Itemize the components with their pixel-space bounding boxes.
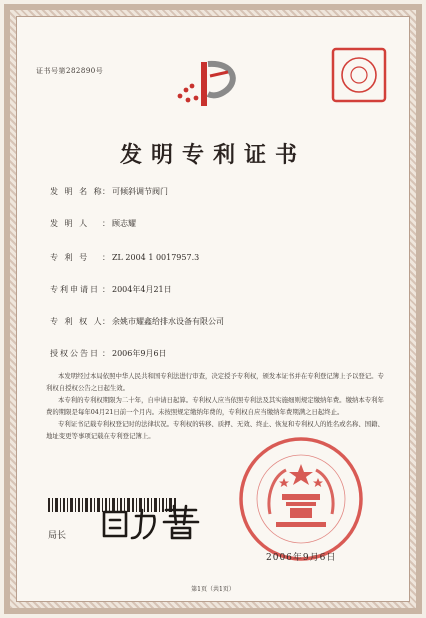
director-label: 局长	[48, 531, 67, 541]
field-label: 专利申请日	[50, 285, 100, 294]
field-label: 发 明 名 称	[50, 187, 104, 196]
certificate-title: 发明专利证书	[119, 143, 306, 168]
issue-date: 2006年9月6日	[266, 553, 337, 563]
state-seal	[236, 434, 366, 564]
field-label: 授权公告日	[50, 349, 100, 358]
field-grant-date: 授权公告日 ： 2006年9月6日	[50, 349, 167, 358]
field-inventor: 发 明 人 ： 顾志耀	[50, 219, 136, 228]
director-signature	[96, 502, 216, 542]
statement-paragraph: 专利证书记载专利权登记时的法律状况。专利权的转移、质押、无效、终止、恢复和专利权人的姓名或名称、国籍、地址变更等事项记载在专利登记簿上。	[46, 420, 384, 440]
field-value: 2004年4月21日	[112, 285, 172, 294]
field-value: 余姚市耀鑫给排水设备有限公司	[112, 317, 224, 326]
field-application-date: 专利申请日 ： 2004年4月21日	[50, 285, 172, 294]
field-label: 发 明 人	[50, 219, 90, 228]
field-value: 可倾斜调节阀门	[112, 187, 168, 196]
field-value: 2006年9月6日	[112, 349, 167, 358]
field-patentee: 专 利 权 人： 余姚市耀鑫给排水设备有限公司	[50, 317, 224, 326]
certificate-statement	[46, 370, 384, 442]
field-label: 专 利 权 人	[50, 317, 104, 326]
field-patent-number: 专 利 号 ： ZL 2004 1 0017957.3	[50, 253, 200, 262]
office-stamp	[330, 46, 388, 104]
statement-paragraph: 本专利的专利权期限为二十年，自申请日起算。专利权人应当依照专利法及其实施细则规定缴纳年费。缴纳本专利年费的期限是每年04月21日前一个月内。未按照规定缴纳年费的，专利权自应当缴纳年费期满之日起终止。	[46, 396, 384, 416]
statement-paragraph: 本发明经过本局依照中华人民共和国专利法进行审查，决定授予专利权，颁发本证书并在专利登记簿上予以登记。专利权自授权公告之日起生效。	[46, 372, 384, 392]
field-value: ZL 2004 1 0017957.3	[112, 253, 200, 262]
field-label: 专 利 号	[50, 253, 90, 262]
patent-office-logo	[168, 56, 248, 112]
page-footer: 第1页（共1页）	[191, 586, 235, 593]
field-value: 顾志耀	[112, 219, 136, 228]
field-invention-name: 发 明 名 称： 可倾斜调节阀门	[50, 187, 168, 196]
certificate-number: 证书号第282890号	[36, 67, 104, 75]
